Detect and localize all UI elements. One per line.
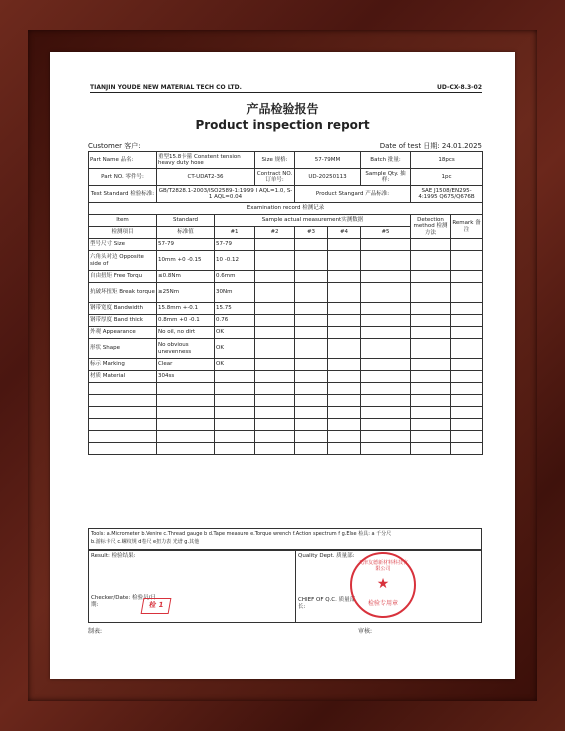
result-label: Result: 检验结果: <box>91 553 136 559</box>
col-item: Item <box>89 215 157 227</box>
row-m1: 30Nm <box>215 283 255 303</box>
company-name: TIANJIN YOUDE NEW MATERIAL TECH CO LTD. <box>90 84 242 91</box>
sample-qty-value: 1pc <box>411 169 483 186</box>
quality-dept-label: Quality Dept. 质量部: <box>298 553 355 559</box>
row-item: 形状 Shape <box>89 339 157 359</box>
row-standard: ≤0.8Nm <box>157 271 215 283</box>
row-standard: 15.8mm +-0.1 <box>157 303 215 315</box>
col-n2: #2 <box>255 227 295 239</box>
customer-label: Customer 客户: <box>88 142 141 150</box>
test-standard-label: Test Standard 检验标准: <box>89 186 157 203</box>
row-item: 钢带宽度 Bandwidth <box>89 303 157 315</box>
row-item: 材质 Material <box>89 371 157 383</box>
size-value: 57-79MM <box>295 152 361 169</box>
info-row-part-no <box>89 169 483 186</box>
table-row-empty <box>89 419 483 431</box>
part-name-label: Part Name 品名: <box>89 152 157 169</box>
col-n5: #5 <box>361 227 411 239</box>
row-standard: Clear <box>157 359 215 371</box>
col-sample-measurement: Sample actual measurement实测数据 <box>215 215 411 227</box>
info-row-part-name <box>89 152 483 169</box>
part-name-value: 重型15.8卡箍 Constent tension heavy duty hose <box>157 152 255 169</box>
test-standard-value: GB/T2828.1-2003/ISO2589-1:1999 I AQL=1.0, S-1 AQL=0.04 <box>157 186 295 203</box>
row-m1: 15.75 <box>215 303 255 315</box>
stamp-center-text: 检验专用章 <box>367 600 398 607</box>
row-standard: 10mm +0 -0.15 <box>157 251 215 271</box>
contract-value: UD-20250113 <box>295 169 361 186</box>
col-standard-cn: 标准值 <box>157 227 215 239</box>
table-row <box>89 271 483 283</box>
sample-qty-label: Sample Qty. 抽样: <box>361 169 411 186</box>
row-m1 <box>215 371 255 383</box>
col-n1: #1 <box>215 227 255 239</box>
meta-row <box>88 141 482 150</box>
title-chinese: 产品检验报告 <box>246 102 319 116</box>
row-item: 标示 Marking <box>89 359 157 371</box>
row-m1: 0.6mm <box>215 271 255 283</box>
reviewed-by-label: 审核: <box>358 628 373 635</box>
examination-record-title: Examination record 检测记录 <box>89 203 483 215</box>
row-m1: OK <box>215 339 255 359</box>
col-item-cn: 检测项目 <box>89 227 157 239</box>
table-row-empty <box>89 407 483 419</box>
checker-label: Checker/Date: 检验员/日期: <box>91 595 156 608</box>
part-no-label: Part NO. 零件号: <box>89 169 157 186</box>
stamp-star-icon: ★ <box>376 576 390 592</box>
examination-header-row <box>89 203 483 215</box>
row-m1: OK <box>215 359 255 371</box>
batch-value: 18pcs <box>411 152 483 169</box>
row-standard: 304ss <box>157 371 215 383</box>
table-row <box>89 251 483 271</box>
table-row-empty <box>89 383 483 395</box>
info-row-standards <box>89 186 483 203</box>
col-detection-method: Detection method 检测方法 <box>411 215 451 239</box>
batch-label: Batch 批量: <box>361 152 411 169</box>
table-row <box>89 303 483 315</box>
document-footer <box>88 626 482 636</box>
part-no-value: CT-UDAT2-36 <box>157 169 255 186</box>
document-header <box>90 84 482 93</box>
column-header-row-en <box>89 215 483 227</box>
row-m1: 10 -0.12 <box>215 251 255 271</box>
tools-legend <box>88 528 482 550</box>
col-n3: #3 <box>295 227 328 239</box>
row-item: 自由扭矩 Free Torqu <box>89 271 157 283</box>
inspector-stamp: 检 1 <box>141 598 172 614</box>
row-standard: 57-79 <box>157 239 215 251</box>
col-n4: #4 <box>328 227 361 239</box>
table-row-empty <box>89 431 483 443</box>
table-row <box>89 239 483 251</box>
table-row <box>89 359 483 371</box>
contract-label: Contract NO. 订单号: <box>255 169 295 186</box>
row-standard: 0.8mm +0 -0.1 <box>157 315 215 327</box>
table-row <box>89 283 483 303</box>
tools-line-1: Tools: a.Micrometer b.Venire c.Thread gauge b d.Tape measure e.Torque wrench f.Action spectrum f g.Else 检具: a 千分尺 <box>91 531 392 537</box>
table-row <box>89 327 483 339</box>
row-m1: OK <box>215 327 255 339</box>
col-standard: Standard <box>157 215 215 227</box>
row-m1: 57-79 <box>215 239 255 251</box>
chief-qc-label: CHIEF OF Q.C. 质量部长: <box>298 597 356 610</box>
col-remark: Remark 备注 <box>451 215 483 239</box>
product-standard-value: SAE J1508/EN295-4:1995 Q675/Q676B <box>411 186 483 203</box>
inspection-report-document <box>50 52 515 679</box>
tools-line-2: b.游标卡尺 c.螺纹规 d卷尺 e扭力表 光谱 g.其他 <box>91 538 200 545</box>
test-date: Date of test 日期: 24.01.2025 <box>379 142 482 150</box>
company-seal-stamp <box>350 552 416 618</box>
stamp-ring-text: 天津友德新材料科技有限公司 <box>358 560 409 572</box>
document-code: UD-CX-8.3-02 <box>437 84 482 91</box>
row-item: 外观 Appearance <box>89 327 157 339</box>
row-m1: 0.76 <box>215 315 255 327</box>
table-row <box>89 371 483 383</box>
row-item: 六角头对边 Opposite side of <box>89 251 157 271</box>
prepared-by-label: 制表: <box>88 628 103 635</box>
row-item: 抗破坏扭矩 Break torque <box>89 283 157 303</box>
row-standard: ≥25Nm <box>157 283 215 303</box>
row-standard: No oil, no dirt <box>157 327 215 339</box>
table-row <box>89 315 483 327</box>
row-standard: No obvious unevenness <box>157 339 215 359</box>
row-item: 型号尺寸 Size <box>89 239 157 251</box>
result-divider <box>295 551 296 622</box>
size-label: Size 规格: <box>255 152 295 169</box>
title-english: Product inspection report <box>195 118 370 132</box>
inspection-table <box>88 151 483 455</box>
table-row-empty <box>89 443 483 455</box>
table-row <box>89 339 483 359</box>
product-standard-label: Product Stangard 产品标准: <box>295 186 411 203</box>
row-item: 钢带厚度 Band thick <box>89 315 157 327</box>
table-row-empty <box>89 395 483 407</box>
